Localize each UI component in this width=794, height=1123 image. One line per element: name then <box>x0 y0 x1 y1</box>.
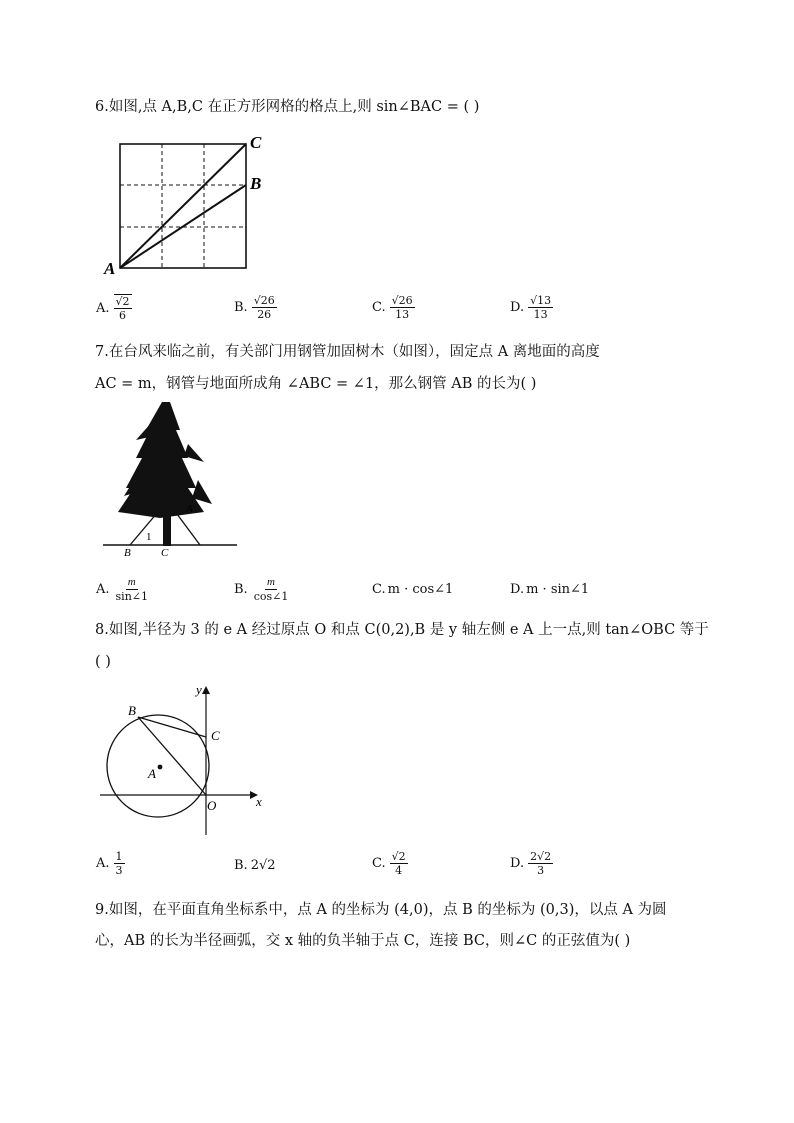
q7-stem-line1: 7.在台风来临之前，有关部门用钢管加固树木（如图），固定点 A 离地面的高度 <box>95 344 600 360</box>
q8-stem-line1: 8.如图,半径为 3 的 e A 经过原点 O 和点 C(0,2),B 是 y 轴左侧 e A 上一点,则 tan∠OBC 等于 <box>95 622 709 638</box>
q6-option-a[interactable]: A. $\frac{√2}{6}$ <box>96 295 130 322</box>
q8-option-d[interactable]: D. $\frac{2√2}{3}$ <box>510 850 552 877</box>
q6-option-c[interactable]: C. $\frac{√26}{13}$ <box>372 294 413 321</box>
q7-tree-figure <box>100 400 240 558</box>
tree-icon <box>118 402 212 546</box>
q7-option-b[interactable]: B. $\frac{m}{\cos\angle 1}$ <box>234 576 289 603</box>
q6-option-d[interactable]: D. $\frac{√13}{13}$ <box>510 294 552 321</box>
segment-BC <box>138 717 206 737</box>
label-C: C <box>211 728 220 743</box>
label-angle-1: 1 <box>146 531 152 543</box>
segment-BO <box>138 717 206 795</box>
y-axis-arrow-icon <box>202 686 210 694</box>
q8-option-a[interactable]: A. $\frac{1}{3}$ <box>96 850 123 877</box>
label-A: A <box>186 503 193 515</box>
q9-stem-line1: 9.如图，在平面直角坐标系中，点 A 的坐标为 (4,0)，点 B 的坐标为 (0,3)，以点 A 为圆 <box>95 902 667 918</box>
segment-AC <box>120 144 246 268</box>
label-A: A <box>148 766 156 781</box>
label-C: C <box>161 547 169 558</box>
q6-grid-figure <box>96 128 276 278</box>
label-B: B <box>124 547 131 558</box>
label-B: B <box>128 703 136 718</box>
q7-option-a[interactable]: A. $\frac{m}{\sin\angle 1}$ <box>96 576 148 603</box>
q9-stem-line2: 心，AB 的长为半径画弧，交 x 轴的负半轴于点 C，连接 BC，则∠C 的正弦值为( ) <box>95 933 631 949</box>
q6-stem: 6.如图,点 A,B,C 在正方形网格的格点上,则 sin∠BAC = ( ) <box>95 99 480 115</box>
label-x: x <box>256 794 262 809</box>
q8-stem-line2: ( ) <box>95 654 111 670</box>
q6-option-b[interactable]: B. $\frac{√26}{26}$ <box>234 294 275 321</box>
q8-option-b[interactable]: B. 2√2 <box>234 858 276 873</box>
q7-option-d[interactable]: D. m · sin∠1 <box>510 582 590 597</box>
q8-option-c[interactable]: C. $\frac{√2}{4}$ <box>372 850 406 877</box>
label-B: B <box>250 174 262 193</box>
label-y: y <box>196 682 202 697</box>
center-point-A <box>158 765 163 770</box>
label-C: C <box>250 133 262 152</box>
label-A: A <box>104 259 116 278</box>
q7-option-c[interactable]: C. m · cos∠1 <box>372 582 454 597</box>
label-O: O <box>207 798 217 813</box>
q8-circle-figure <box>96 680 276 840</box>
q7-stem-line2: AC = m，钢管与地面所成角 ∠ABC = ∠1，那么钢管 AB 的长为( ) <box>95 376 537 392</box>
